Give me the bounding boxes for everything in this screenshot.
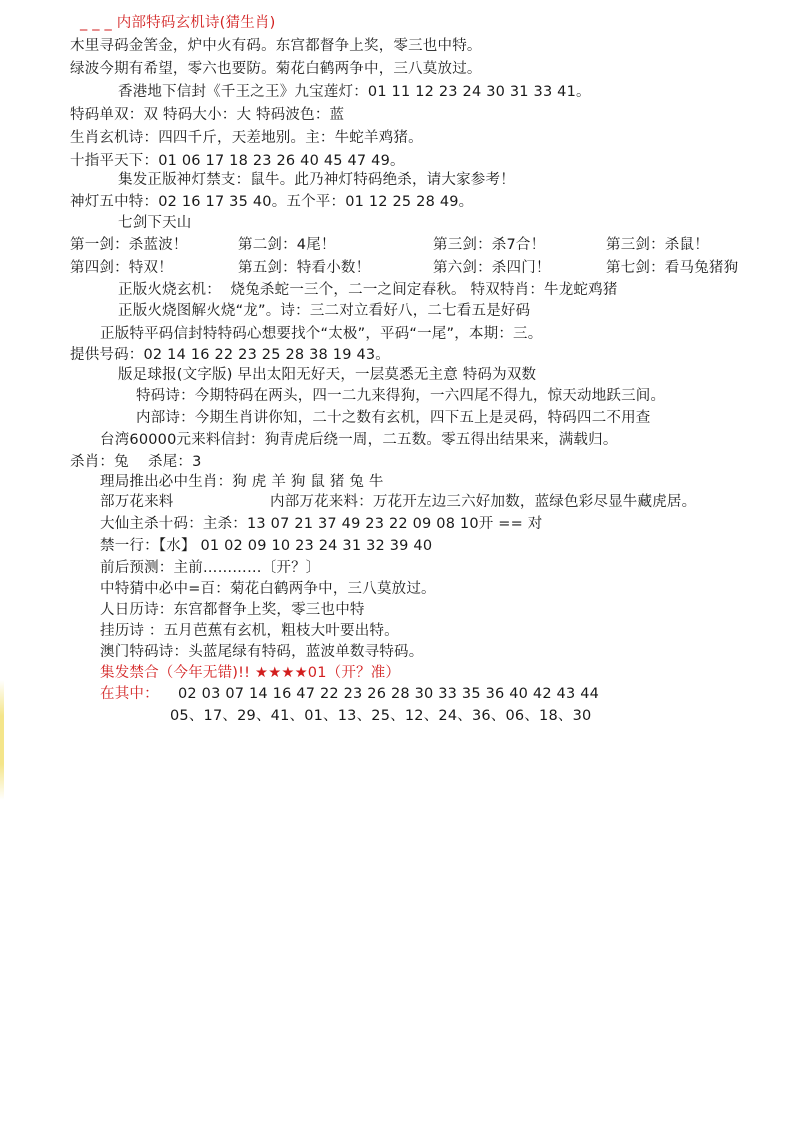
sword-2: 第二剑：4尾！ <box>238 237 336 253</box>
special-flat-envelope-line: 正版特平码信封特特码心想要找个“太极”，平码“一尾”，本期：三。 <box>100 326 543 342</box>
inner-poem-line: 内部诗：今期生肖讲你知，二十之数有玄机，四下五上是灵码，特码四二不用查 <box>136 410 651 426</box>
ban-row-line: 禁一行：【水】 01 02 09 10 23 24 31 32 39 40 <box>100 538 433 554</box>
among-numbers-1: 02 03 07 14 16 47 22 23 26 28 30 33 35 36 40 42 43 44 <box>178 686 600 702</box>
hundred-line: 中特猜中必中=百：菊花白鹤两争中，三八莫放过。 <box>100 581 436 597</box>
ten-fingers-line: 十指平天下：01 06 17 18 23 26 40 45 47 49。 <box>70 153 405 169</box>
forecast-line: 前后预测：主前…………〔开？〕 <box>100 560 321 576</box>
special-odd-even-line: 特码单双：双 特码大小：大 特码波色：蓝 <box>70 107 345 123</box>
lamp-ban-line: 集发正版神灯禁支：鼠牛。此乃神灯特码绝杀，请大家参考！ <box>118 172 515 188</box>
ban-combo-line: 集发禁合（今年无错)!! ★★★★01（开？准） <box>100 665 401 681</box>
sword-6: 第六剑：杀四门！ <box>433 260 551 276</box>
seven-swords-heading: 七剑下天山 <box>118 215 192 231</box>
fire-mystery-line: 正版火烧玄机： 烧兔杀蛇一三个，二一之间定春秋。 特双特肖：牛龙蛇鸡猪 <box>118 282 618 298</box>
title-dashes: _ _ _ <box>80 15 117 31</box>
sword-5: 第五剑：特看小数！ <box>238 260 371 276</box>
flowers-source-label: 部万花来料 <box>100 494 174 510</box>
doc-title <box>80 14 276 32</box>
macau-poem-line: 澳门特码诗：头蓝尾绿有特码，蓝波单数寻特码。 <box>100 644 424 660</box>
sword-1: 第一剑：杀蓝波！ <box>70 237 188 253</box>
fire-diagram-line: 正版火烧图解火烧“龙”。诗：三二对立看好八，二七看五是好码 <box>118 303 531 319</box>
football-paper-line: 版足球报(文字版) 早出太阳无好天，一层莫悉无主意 特码为双数 <box>118 367 537 383</box>
sword-4: 第四剑：特双！ <box>70 260 173 276</box>
ten-kill-line: 大仙主杀十码：主杀：13 07 21 37 49 23 22 09 08 10开 == 对 <box>100 516 543 532</box>
kill-zodiac-line: 杀肖：兔 杀尾：3 <box>70 454 202 470</box>
special-poem-line: 特码诗：今期特码在两头，四一二九来得狗，一六四尾不得九，惊天动地跃三间。 <box>136 388 666 404</box>
hanging-calendar-line: 挂历诗 ：五月芭蕉有玄机，粗枝大叶要出特。 <box>100 623 399 639</box>
among-numbers-2: 05、17、29、41、01、13、25、12、24、36、06、18、30 <box>170 708 592 724</box>
hk-envelope-line: 香港地下信封《千王之王》九宝莲灯：01 11 12 23 24 30 31 33 41。 <box>118 84 591 100</box>
among-label: 在其中： <box>100 686 159 702</box>
provided-numbers-line: 提供号码：02 14 16 22 23 25 28 38 19 43。 <box>70 347 390 363</box>
sword-3b: 第三剑：杀鼠！ <box>606 237 709 253</box>
sword-3: 第三剑：杀7合！ <box>433 237 546 253</box>
flowers-source-line: 内部万花来料：万花开左边三六好加数，蓝绿色彩尽显牛藏虎居。 <box>270 494 697 510</box>
poem-line-1: 木里寻码金筈金，炉中火有码。东宫都督争上奖，零三也中特。 <box>70 38 482 54</box>
scan-edge-mark <box>0 680 4 800</box>
sword-7: 第七剑：看马兔猪狗 <box>606 260 739 276</box>
poem-line-2: 绿波今期有希望，零六也要防。菊花白鹤两争中，三八莫放过。 <box>70 61 482 77</box>
must-zodiac-line: 理局推出必中生肖：狗 虎 羊 狗 鼠 猪 兔 牛 <box>100 474 384 490</box>
zodiac-poem-line: 生肖玄机诗：四四千斤，天差地别。主：牛蛇羊鸡猪。 <box>70 130 423 146</box>
taiwan-envelope-line: 台湾60000元来料信封：狗青虎后绕一周，二五数。零五得出结果来，满载归。 <box>100 432 618 448</box>
lamp-five-line: 神灯五中特：02 16 17 35 40。五个平：01 12 25 28 49。 <box>70 194 474 210</box>
title-text: 内部特码玄机诗(猜生肖) <box>116 15 276 31</box>
calendar-poem-line: 人日历诗：东宫都督争上奖，零三也中特 <box>100 602 365 618</box>
